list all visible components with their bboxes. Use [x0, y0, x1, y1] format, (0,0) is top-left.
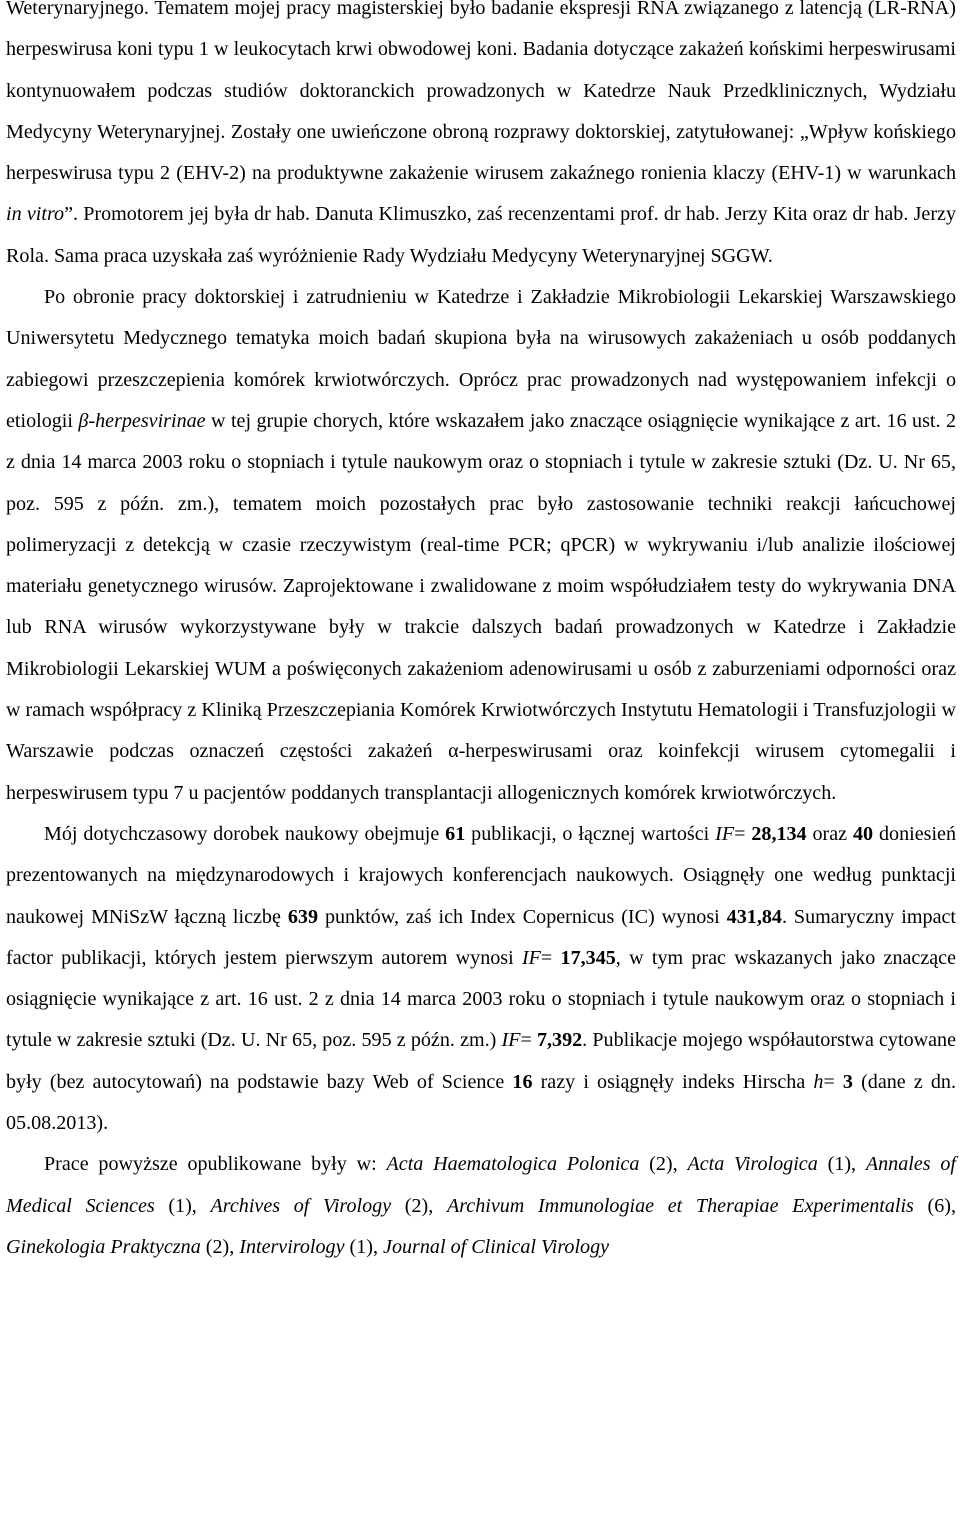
text-run: doniesień prezentowanych na międzynarodowych i krajowych konferencjach naukowych. Osiągnęły one według punktacji naukowej MNiSzW łączną liczbę	[6, 822, 956, 928]
text-run: Weterynaryjnego. Tematem mojej pracy magisterskiej było badanie ekspresji RNA związanego z latencją (LR-RNA) herpeswirusa koni typu 1 w leukocytach krwi obwodowej koni. Badania dotyczące zakażeń końskimi herpeswirusami kontynuowałem podczas studiów doktoranckich prowadzonych w Katedrze Nauk Przedklinicznych, Wydziału Medycyny Weterynaryjnej. Zostały one uwieńczone obroną rozprawy doktorskiej, zatytułowanej: „Wpływ końskiego herpeswirusa typu 2 (EHV-2) na produktywne zakażenie wirusem zakaźnego ronienia klaczy (EHV-1) w warunkach	[6, 0, 956, 185]
text-run: (6),	[913, 1194, 956, 1217]
text-run: =	[540, 946, 561, 969]
text-run-bold: 61	[445, 822, 466, 845]
text-run-italic: IF	[715, 822, 735, 845]
text-run: (1),	[817, 1153, 866, 1176]
text-run: (dane z dn. 05.08.2013).	[6, 1070, 957, 1135]
text-run: Prace powyższe opublikowane były w:	[44, 1153, 387, 1176]
journal-name: Journal of Clinical Virology	[383, 1235, 610, 1258]
text-run: (2),	[639, 1153, 688, 1176]
text-run-bold: 17,345	[560, 946, 616, 969]
text-run-italic: in vitro	[6, 203, 65, 226]
text-run: =	[734, 822, 752, 845]
text-run: =	[823, 1070, 843, 1093]
document-page	[6, 0, 956, 1268]
text-run: =	[520, 1029, 537, 1052]
journal-name: Acta Virologica	[687, 1153, 818, 1176]
text-run: . Publikacje mojego współautorstwa cytowane były (bez autocytowań) na podstawie bazy Web of Science	[6, 1029, 957, 1093]
text-run: , w tym prac wskazanych jako znaczące osiągnięcie wynikające z art. 16 ust. 2 z dnia 14 marca 2003 roku o stopniach i tytule naukowym oraz o stopniach i tytule w zakresie sztuki (Dz. U. Nr 65, poz. 595 z późn. zm.)	[6, 946, 957, 1052]
paragraph-education	[6, 0, 956, 277]
text-run-bold: 28,134	[751, 822, 807, 845]
text-run: (1),	[344, 1235, 384, 1258]
text-run-bold: 639	[287, 905, 318, 928]
text-run-bold: 7,392	[536, 1029, 583, 1052]
text-run: (1),	[154, 1194, 211, 1217]
text-run: (2),	[200, 1235, 240, 1258]
text-run: punktów, zaś ich Index Copernicus (IC) wynosi	[318, 905, 727, 928]
journal-name: Archives of Virology	[210, 1194, 392, 1217]
text-run: ”. Promotorem jej była dr hab. Danuta Klimuszko, zaś recenzentami prof. dr hab. Jerzy Kita oraz dr hab. Jerzy Rola. Sama praca uzyskała zaś wyróżnienie Rady Wydziału Medycyny Weterynaryjnej SGGW.	[6, 203, 956, 267]
text-run-bold: 16	[512, 1070, 533, 1093]
text-run-bold: 431,84	[726, 905, 782, 928]
text-run: razy i osiągnęły indeks Hirscha	[532, 1070, 814, 1093]
text-run-italic: IF	[521, 946, 541, 969]
paragraph-journals	[6, 1144, 956, 1268]
paragraph-bibliometrics	[6, 814, 956, 1144]
text-run: publikacji, o łącznej wartości	[465, 822, 716, 845]
journal-name: Archivum Immunologiae et Therapiae Experimentalis	[446, 1194, 914, 1217]
text-run-bold: 3	[842, 1070, 853, 1093]
journal-name: Intervirology	[239, 1235, 345, 1258]
text-run-bold: 40	[852, 822, 874, 845]
text-run: Po obronie pracy doktorskiej i zatrudnieniu w Katedrze i Zakładzie Mikrobiologii Lekarskiej Warszawskiego Uniwersytetu Medycznego tematyka moich badań skupiona była na wirusowych zakażeniach u osób poddanych zabiegowi przeszczepienia komórek krwiotwórczych. Oprócz prac prowadzonych nad występowaniem infekcji o etiologii	[6, 286, 956, 432]
paragraph-research	[6, 277, 956, 814]
text-run-italic: h	[813, 1070, 824, 1093]
journal-name: Ginekologia Praktyczna	[6, 1235, 201, 1258]
text-run: (2),	[391, 1194, 447, 1217]
text-run: . Sumaryczny impact factor publikacji, których jestem pierwszym autorem wynosi	[6, 905, 956, 969]
text-run: oraz	[806, 822, 853, 845]
text-run: w tej grupie chorych, które wskazałem jako znaczące osiągnięcie wynikające z art. 16 ust. 2 z dnia 14 marca 2003 roku o stopniach i tytule naukowym oraz o stopniach i tytule w zakresie sztuki (Dz. U. Nr 65, poz. 595 z późn. zm.), tematem moich pozostałych prac było zastosowanie techniki reakcji łańcuchowej polimeryzacji z detekcją w czasie rzeczywistym (real-time PCR; qPCR) w wykrywaniu i/lub analizie ilościowej materiału genetycznego wirusów. Zaprojektowane i zwalidowane z moim współudziałem testy do wykrywania DNA lub RNA wirusów wykorzystywane były w trakcie dalszych badań prowadzonych w Katedrze i Zakładzie Mikrobiologii Lekarskiej WUM a poświęconych zakażeniom adenowirusami u osób z zaburzeniami odporności oraz w ramach współpracy z Kliniką Przeszczepiania Komórek Krwiotwórczych Instytutu Hematologii i Transfuzjologii w Warszawie podczas oznaczeń częstości zakażeń α-herpeswirusami oraz koinfekcji wirusem cytomegalii i herpeswirusem typu 7 u pacjentów poddanych transplantacji allogenicznych komórek krwiotwórczych.	[6, 409, 956, 804]
journal-name: Annales of Medical Sciences	[6, 1153, 957, 1217]
text-run: Mój dotychczasowy dorobek naukowy obejmuje	[44, 822, 446, 845]
journal-name: Acta Haematologica Polonica	[386, 1153, 640, 1176]
text-run-italic: β-herpesvirinae	[78, 409, 206, 432]
text-run-italic: IF	[501, 1029, 521, 1052]
